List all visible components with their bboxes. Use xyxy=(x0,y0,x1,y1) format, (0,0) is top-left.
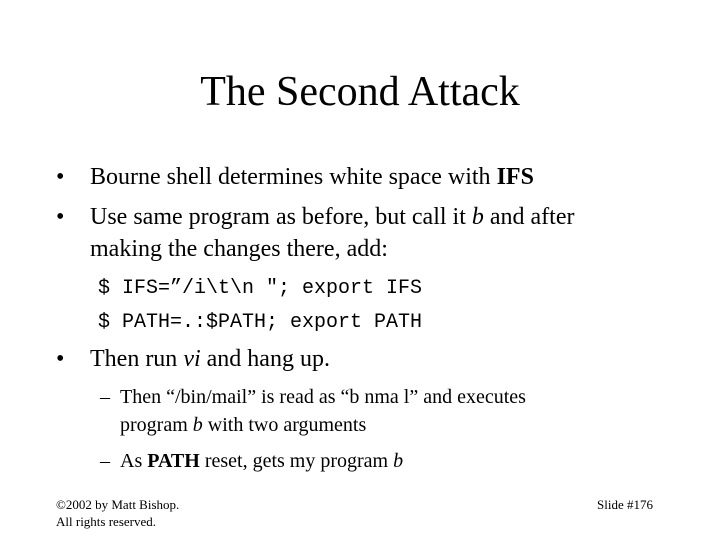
bullet-text-post: and hang up. xyxy=(200,346,330,372)
sub-bullet-text: Then “/bin/mail” is read as “b nma l” and executes xyxy=(120,386,526,408)
sub-bullet-dash: – xyxy=(100,386,110,408)
bullet-text xyxy=(90,201,680,233)
slide-title: The Second Attack xyxy=(200,69,520,115)
vi-term: vi xyxy=(183,346,201,372)
program-name: b xyxy=(393,450,404,472)
sub-text-mid: reset, gets my program xyxy=(199,450,394,472)
code-line-path: $ PATH=.:$PATH; export PATH xyxy=(98,311,423,334)
bullet-dot: • xyxy=(56,204,65,230)
bullet-text xyxy=(90,161,680,193)
sub-text-pre: As xyxy=(120,450,148,472)
ifs-term: IFS xyxy=(496,164,534,190)
code-line-ifs: $ IFS=”/i\t\n "; export IFS xyxy=(98,277,423,300)
sub-text-pre: program xyxy=(120,414,193,436)
footer-slide-number: Slide #176 xyxy=(597,497,653,512)
bullet-text-pre: Use same program as before, but call it xyxy=(90,204,472,230)
bullet-text-pre: Then run xyxy=(90,346,184,372)
bullet-text: making the changes there, add: xyxy=(90,236,388,262)
sub-bullet-dash: – xyxy=(100,450,110,472)
bullet-dot: • xyxy=(56,346,65,372)
path-term: PATH xyxy=(147,450,200,472)
sub-bullet-text xyxy=(120,412,640,439)
program-name: b xyxy=(192,414,203,436)
footer-copyright: ©2002 by Matt Bishop. xyxy=(56,497,180,512)
sub-text-post: with two arguments xyxy=(202,414,367,436)
program-name: b xyxy=(471,204,484,230)
bullet-text-pre: Bourne shell determines white space with xyxy=(90,164,497,190)
bullet-dot: • xyxy=(56,164,65,190)
sub-bullet-text xyxy=(120,448,640,475)
bullet-text-post: and after xyxy=(483,204,575,230)
bullet-text xyxy=(90,343,680,375)
footer-rights: All rights reserved. xyxy=(56,514,157,529)
